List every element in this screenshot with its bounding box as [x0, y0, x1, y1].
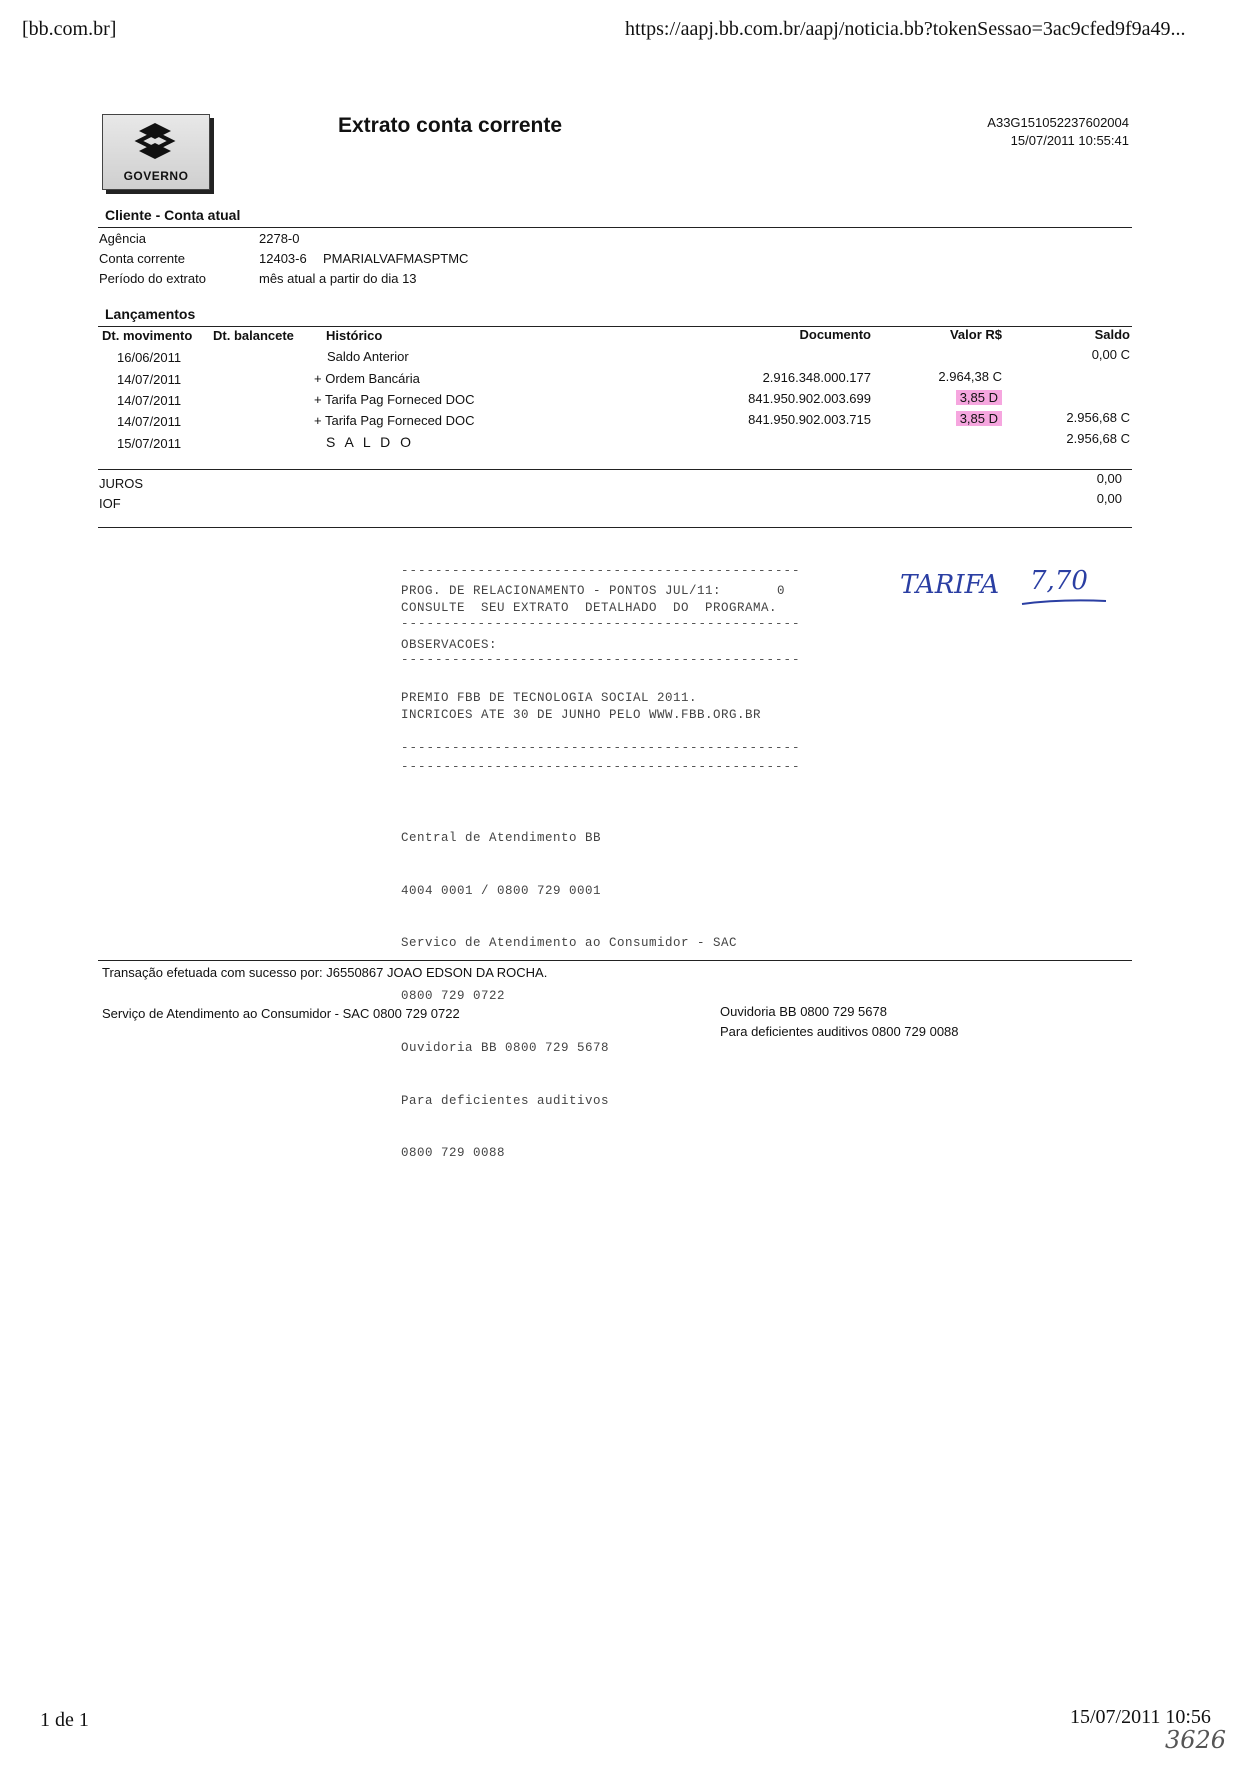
- iof-label: IOF: [99, 496, 121, 511]
- handwritten-tarifa-value: 7,70: [1030, 566, 1088, 596]
- row-date: 14/07/2011: [117, 372, 182, 387]
- row-historico: S A L D O: [326, 434, 414, 450]
- divider: [98, 227, 1132, 228]
- central-line: Ouvidoria BB 0800 729 5678: [401, 1041, 610, 1055]
- col-saldo: Saldo: [1094, 327, 1130, 342]
- page-number: 1 de 1: [40, 1709, 89, 1731]
- col-dt-balancete: Dt. balancete: [213, 328, 294, 343]
- central-line: 0800 729 0088: [401, 1146, 506, 1160]
- col-valor: Valor R$: [949, 327, 1002, 342]
- document-code: A33G151052237602004: [987, 115, 1129, 130]
- col-documento: Documento: [799, 327, 871, 342]
- observacoes-label: OBSERVACOES:: [401, 638, 498, 652]
- row-date: 14/07/2011: [117, 393, 182, 408]
- iof-value: 0,00: [1096, 491, 1122, 506]
- conta-name: PMARIALVAFMASPTMC: [323, 251, 469, 266]
- row-historico: + Tarifa Pag Forneced DOC: [314, 413, 475, 428]
- row-historico: Saldo Anterior: [327, 349, 409, 364]
- bb-logo: [102, 114, 210, 190]
- agencia-value: 2278-0: [259, 231, 300, 246]
- transacao-text: Transação efetuada com sucesso por: J6550867 JOAO EDSON DA ROCHA.: [102, 965, 548, 980]
- row-documento: 841.950.902.003.715: [748, 412, 871, 427]
- dashed-separator: -----------------------------------------------: [401, 760, 801, 774]
- handwritten-page-mark: 3626: [1165, 1726, 1227, 1754]
- row-valor-cell: [880, 411, 1002, 426]
- page-url[interactable]: https://aapj.bb.com.br/aapj/noticia.bb?tokenSessao=3ac9cfed9f9a49...: [625, 18, 1186, 40]
- deficientes-text: Para deficientes auditivos 0800 729 0088: [720, 1024, 959, 1039]
- row-historico: + Ordem Bancária: [314, 371, 420, 386]
- dashed-separator: -----------------------------------------------: [401, 617, 801, 631]
- divider: [98, 527, 1132, 528]
- col-historico: Histórico: [326, 328, 383, 343]
- row-documento: 2.916.348.000.177: [762, 370, 871, 385]
- dashed-separator: -----------------------------------------------: [401, 564, 801, 578]
- site-label: [bb.com.br]: [22, 18, 117, 40]
- row-saldo: 2.956,68 C: [1066, 431, 1130, 446]
- page-title: Extrato conta corrente: [338, 114, 563, 137]
- row-saldo: 2.956,68 C: [1066, 410, 1130, 425]
- central-line: Servico de Atendimento ao Consumidor - SAC: [401, 936, 738, 950]
- dashed-separator: -----------------------------------------------: [401, 741, 801, 755]
- conta-label: Conta corrente: [99, 251, 185, 266]
- document-code-block: [925, 114, 1129, 150]
- prog-line-2: CONSULTE SEU EXTRATO DETALHADO DO PROGRAMA.: [401, 601, 778, 615]
- sac-text: Serviço de Atendimento ao Consumidor - SAC 0800 729 0722: [102, 1006, 460, 1021]
- conta-value: 12403-6: [259, 251, 307, 266]
- handwritten-underline: [1020, 596, 1110, 608]
- row-date: 14/07/2011: [117, 414, 182, 429]
- central-line: 0800 729 0722: [401, 988, 506, 1003]
- premio-line-2: INCRICOES ATE 30 DE JUNHO PELO WWW.FBB.ORG.BR: [401, 708, 762, 722]
- bb-logo-icon: [133, 121, 177, 170]
- dashed-separator: -----------------------------------------------: [401, 653, 801, 667]
- document-datetime: 15/07/2011 10:55:41: [1010, 133, 1129, 148]
- juros-label: JUROS: [99, 476, 144, 491]
- prog-line-1: PROG. DE RELACIONAMENTO - PONTOS JUL/11: 0: [401, 584, 786, 598]
- central-line: Central de Atendimento BB: [401, 831, 602, 845]
- premio-line-1: PREMIO FBB DE TECNOLOGIA SOCIAL 2011.: [401, 691, 698, 705]
- logo-text: GOVERNO: [123, 169, 189, 183]
- client-section-title: Cliente - Conta atual: [105, 207, 241, 223]
- row-valor: 2.964,38 C: [938, 369, 1002, 384]
- row-documento: 841.950.902.003.699: [748, 391, 871, 406]
- agencia-label: Agência: [99, 231, 146, 246]
- row-date: 16/06/2011: [117, 350, 182, 365]
- ouvidoria-text: Ouvidoria BB 0800 729 5678: [720, 1004, 887, 1019]
- row-valor: 3,85 D: [956, 411, 1002, 426]
- juros-value: 0,00: [1096, 471, 1122, 486]
- periodo-value: mês atual a partir do dia 13: [259, 271, 417, 286]
- central-line: Para deficientes auditivos: [401, 1093, 610, 1108]
- handwritten-tarifa-label: TARIFA: [900, 570, 1000, 600]
- divider: [98, 469, 1132, 470]
- central-line: 4004 0001 / 0800 729 0001: [401, 883, 602, 898]
- periodo-label: Período do extrato: [99, 271, 206, 286]
- col-dt-movimento: Dt. movimento: [102, 328, 193, 343]
- row-valor: 3,85 D: [956, 390, 1002, 405]
- row-saldo: 0,00 C: [1091, 347, 1130, 362]
- row-valor-cell: [880, 390, 1002, 405]
- divider: [98, 960, 1132, 961]
- central-atendimento: [401, 795, 737, 1180]
- lancamentos-section-title: Lançamentos: [105, 306, 196, 322]
- row-date: 15/07/2011: [117, 436, 182, 451]
- row-historico: + Tarifa Pag Forneced DOC: [314, 392, 475, 407]
- print-datetime: 15/07/2011 10:56: [1070, 1706, 1211, 1728]
